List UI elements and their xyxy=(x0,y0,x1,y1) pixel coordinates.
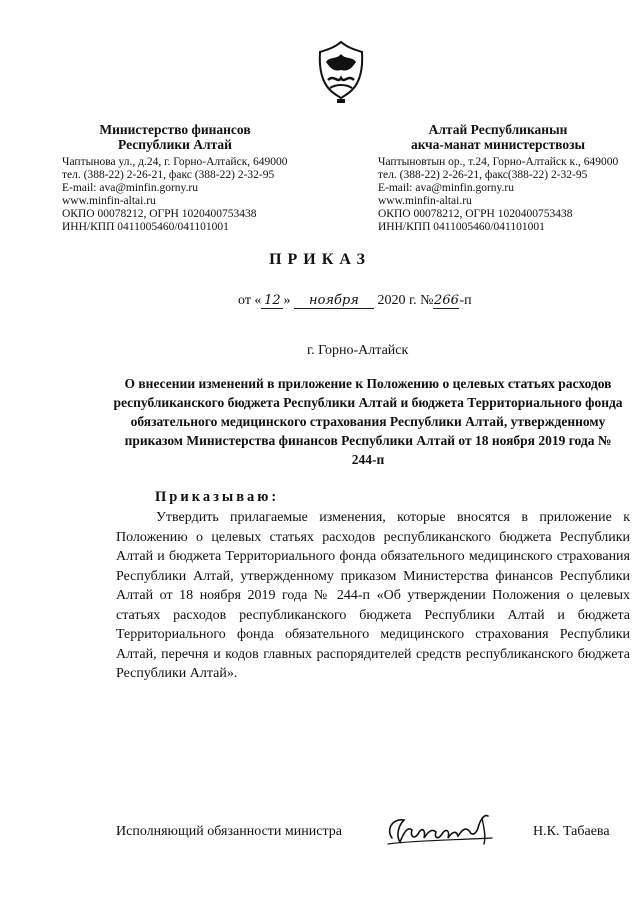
date-prefix: от « xyxy=(238,293,262,308)
order-number: 266 xyxy=(434,293,459,308)
phone-fax: тел. (388-22) 2-26-21, факс(388-22) 2-32-95 xyxy=(378,169,588,181)
website: www.minfin-altai.ru xyxy=(62,195,156,207)
date-year: 2020 г. № xyxy=(377,293,434,308)
address: Чаптынова ул., д.24, г. Горно-Алтайск, 649000 xyxy=(62,156,288,168)
document-title: ПРИКАЗ xyxy=(269,251,371,268)
phone-fax: тел. (388-22) 2-26-21, факс (388-22) 2-32-95 xyxy=(62,169,275,181)
org-name-line2: акча-манат министерствозы xyxy=(410,137,586,152)
city: г. Горно-Алтайск xyxy=(307,343,409,358)
body-paragraph: Утвердить прилагаемые изменения, которые вносятся в приложение к Положению о целевых статьях расходов республиканского бюджета Республики Алтай и бюджета Территориального фонда обязательного медицинского страхования Республики Алтай, утвержденному приказом Министерства финансов Республики Алтай от 18 ноября 2019 года № 244-п «Об утверждении Положения о целевых статьях расходов республиканского бюджета Республики Алтай и бюджета Территориального фонда обязательного медицинского страхования Республики Алтай, перечня и кодов главных распорядителей средств республиканского бюджета Республики Алтай». xyxy=(116,510,630,681)
signatory-position: Исполняющий обязанности министра xyxy=(116,824,342,839)
inn-kpp: ИНН/КПП 0411005460/041101001 xyxy=(378,221,545,233)
email: E-mail: ava@minfin.gorny.ru xyxy=(62,182,198,194)
date-month: ноября xyxy=(294,293,374,309)
okpo-ogrn: ОКПО 00078212, ОГРН 1020400753438 xyxy=(62,208,257,220)
ministry-header-altai xyxy=(378,122,638,234)
signatory-name: Н.К. Табаева xyxy=(533,824,610,839)
document-subject: О внесении изменений в приложение к Положению о целевых статьях расходов республиканского бюджета Республики Алтай и бюджета Территориального фонда обязательного медицинского страхования Республики Алтай, утвержденному приказом Министерства финансов Республики Алтай от 18 ноября 2019 года № 244-п xyxy=(113,376,623,467)
okpo-ogrn: ОКПО 00078212, ОГРН 1020400753438 xyxy=(378,208,573,220)
website: www.minfin-altai.ru xyxy=(378,195,472,207)
email: E-mail: ava@minfin.gorny.ru xyxy=(378,182,514,194)
date-mid: » xyxy=(283,293,291,308)
org-name-line2: Республики Алтай xyxy=(118,137,232,152)
org-name-line1: Министерство финансов xyxy=(99,122,251,137)
org-name-line1: Алтай Республиканын xyxy=(428,122,568,137)
date-day: 12 xyxy=(261,293,283,309)
date-number-line xyxy=(238,293,472,309)
inn-kpp: ИНН/КПП 0411005460/041101001 xyxy=(62,221,229,233)
order-word: Приказываю: xyxy=(155,489,280,505)
ministry-header-russian xyxy=(62,122,332,234)
coat-of-arms-emblem xyxy=(312,38,370,106)
handwritten-signature xyxy=(378,808,508,852)
address: Чаптыновтын ор., т.24, Горно-Алтайск к., 649000 xyxy=(378,156,619,168)
number-suffix: -п xyxy=(459,293,472,308)
